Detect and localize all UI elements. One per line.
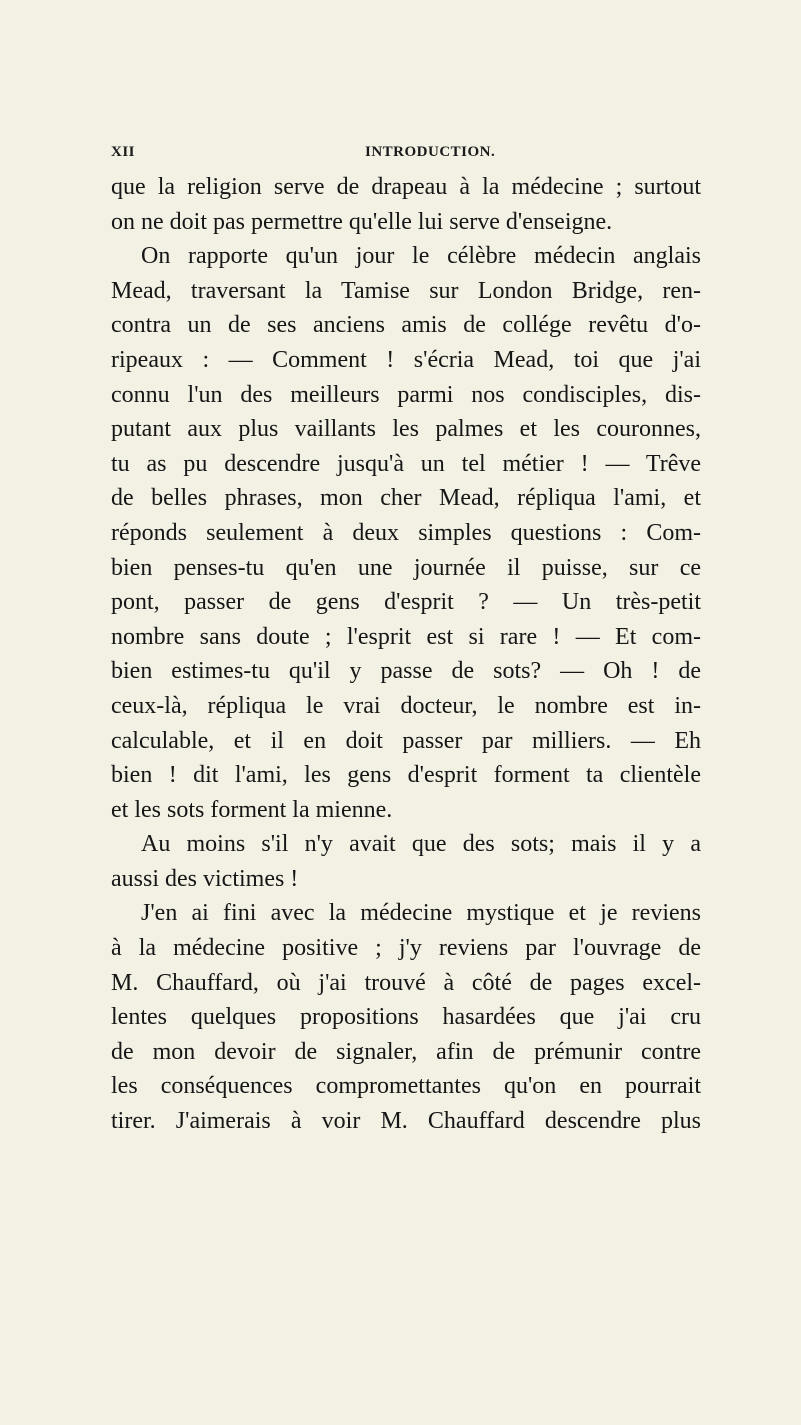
text-line: ripeaux : — Comment ! s'écria Mead, toi que j'ai <box>111 346 701 373</box>
text-line: bien ! dit l'ami, les gens d'esprit forment ta clientèle <box>111 762 701 789</box>
text-line: putant aux plus vaillants les palmes et les couronnes, <box>111 416 701 443</box>
text-line: nombre sans doute ; l'esprit est si rare ! — Et com- <box>111 623 701 650</box>
text-line: bien estimes-tu qu'il y passe de sots? — Oh ! de <box>111 658 701 685</box>
text-line: à la médecine positive ; j'y reviens par l'ouvrage de <box>111 935 701 962</box>
body-text <box>111 170 701 1139</box>
text-line: de mon devoir de signaler, afin de prémunir contre <box>111 1038 701 1065</box>
text-line: tu as pu descendre jusqu'à un tel métier ! — Trêve <box>111 450 701 477</box>
page-number: XII <box>111 144 136 160</box>
text-line: contra un de ses anciens amis de collége revêtu d'o- <box>111 312 701 339</box>
text-line: ceux-là, répliqua le vrai docteur, le nombre est in- <box>111 692 701 719</box>
text-line: On rapporte qu'un jour le célèbre médecin anglais <box>141 243 701 270</box>
text-line: aussi des victimes ! <box>111 865 299 892</box>
text-line: et les sots forment la mienne. <box>111 796 393 823</box>
running-head <box>111 144 701 166</box>
text-line: Au moins s'il n'y avait que des sots; mais il y a <box>141 831 701 858</box>
text-line: réponds seulement à deux simples questions : Com- <box>111 519 701 546</box>
text-line: les conséquences compromettantes qu'on en pourrait <box>111 1073 701 1100</box>
text-line: pont, passer de gens d'esprit ? — Un très-petit <box>111 589 701 616</box>
text-line: bien penses-tu qu'en une journée il puisse, sur ce <box>111 554 701 581</box>
text-line: lentes quelques propositions hasardées que j'ai cru <box>111 1004 701 1031</box>
running-title: INTRODUCTION. <box>365 144 496 160</box>
text-line: de belles phrases, mon cher Mead, répliqua l'ami, et <box>111 485 701 512</box>
text-line: M. Chauffard, où j'ai trouvé à côté de pages excel- <box>111 969 701 996</box>
text-line: que la religion serve de drapeau à la médecine ; surtout <box>111 174 701 200</box>
text-line: tirer. J'aimerais à voir M. Chauffard descendre plus <box>111 1108 701 1135</box>
text-line: Mead, traversant la Tamise sur London Bridge, ren- <box>111 277 701 304</box>
text-line: on ne doit pas permettre qu'elle lui serve d'enseigne. <box>111 208 613 235</box>
text-line: calculable, et il en doit passer par milliers. — Eh <box>111 727 701 754</box>
text-line: connu l'un des meilleurs parmi nos condisciples, dis- <box>111 381 701 408</box>
text-line: J'en ai fini avec la médecine mystique et je reviens <box>141 900 701 927</box>
